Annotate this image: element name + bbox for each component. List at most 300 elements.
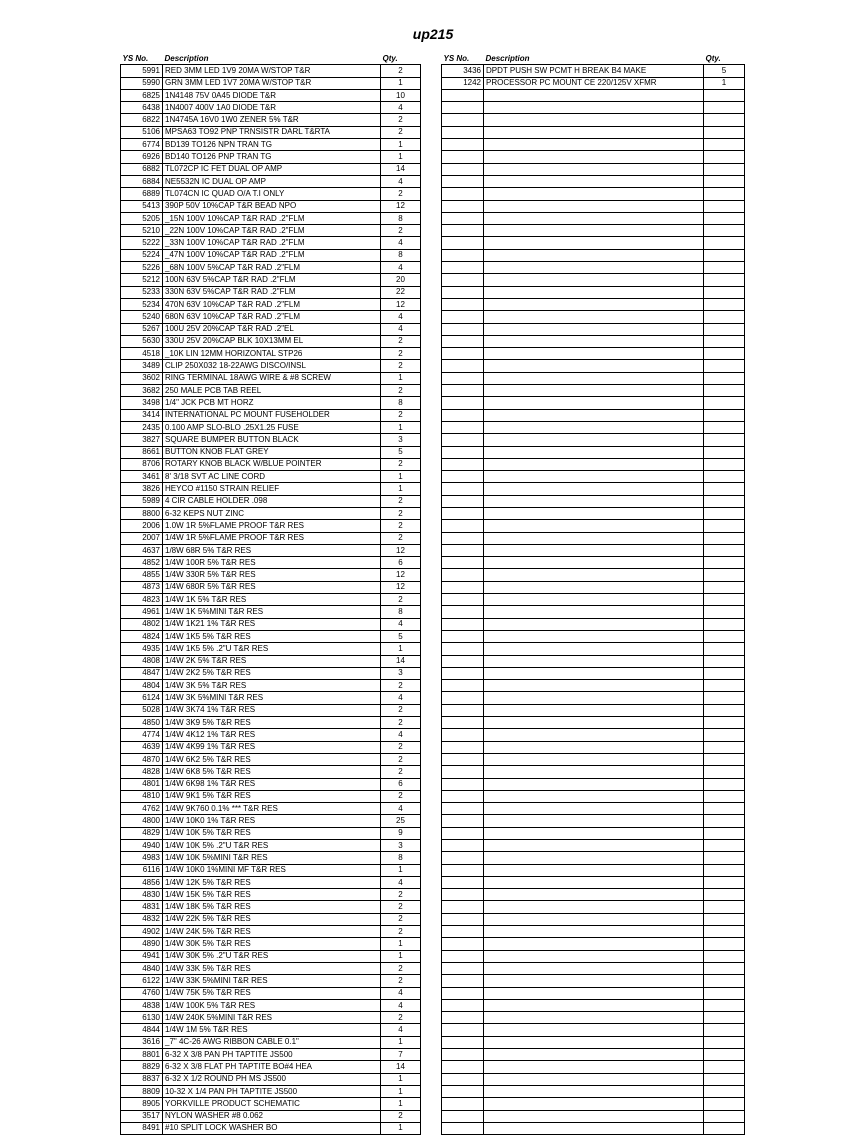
table-row — [442, 643, 745, 655]
table-row — [442, 126, 745, 138]
description-cell — [484, 348, 704, 360]
qty-cell — [704, 286, 745, 298]
table-row — [121, 926, 421, 938]
table-row — [442, 950, 745, 962]
ys-number-cell — [442, 212, 484, 224]
table-row — [121, 606, 421, 618]
description-cell — [484, 643, 704, 655]
header-description: Description — [485, 53, 530, 63]
ys-number-cell: 4810 — [121, 790, 163, 802]
table-row — [121, 360, 421, 372]
description-cell — [484, 606, 704, 618]
description-cell — [484, 815, 704, 827]
qty-cell: 6 — [381, 557, 421, 569]
qty-cell — [704, 507, 745, 519]
ys-number-cell: 4832 — [121, 913, 163, 925]
ys-number-cell: 4774 — [121, 729, 163, 741]
description-cell: 470N 63V 10%CAP T&R RAD .2"FLM — [163, 298, 381, 310]
table-row — [442, 569, 745, 581]
description-cell — [484, 102, 704, 114]
table-row — [442, 409, 745, 421]
ys-number-cell — [442, 901, 484, 913]
table-row — [442, 766, 745, 778]
description-cell: NE5532N IC DUAL OP AMP — [163, 175, 381, 187]
description-cell: 100N 63V 5%CAP T&R RAD .2"FLM — [163, 274, 381, 286]
ys-number-cell — [442, 557, 484, 569]
qty-cell — [704, 790, 745, 802]
table-row — [442, 175, 745, 187]
table-row — [442, 667, 745, 679]
table-row — [121, 753, 421, 765]
qty-cell: 2 — [381, 225, 421, 237]
description-cell: 1/4W 6K98 1% T&R RES — [163, 778, 381, 790]
table-row — [442, 360, 745, 372]
qty-cell: 1 — [381, 483, 421, 495]
table-row — [442, 1036, 745, 1048]
description-cell — [484, 692, 704, 704]
description-cell: 1.0W 1R 5%FLAME PROOF T&R RES — [163, 520, 381, 532]
qty-cell — [704, 803, 745, 815]
description-cell — [484, 913, 704, 925]
qty-cell — [704, 950, 745, 962]
table-row — [442, 151, 745, 163]
qty-cell: 8 — [381, 397, 421, 409]
description-cell: 1/4W 10K 5% T&R RES — [163, 827, 381, 839]
table-row — [442, 717, 745, 729]
qty-cell — [704, 581, 745, 593]
table-row — [121, 409, 421, 421]
table-row — [121, 397, 421, 409]
qty-cell — [704, 114, 745, 126]
ys-number-cell — [442, 766, 484, 778]
qty-cell: 1 — [381, 372, 421, 384]
ys-number-cell: 8905 — [121, 1098, 163, 1110]
qty-cell — [704, 1061, 745, 1073]
ys-number-cell — [442, 471, 484, 483]
description-cell — [484, 532, 704, 544]
description-cell — [484, 458, 704, 470]
qty-cell — [704, 237, 745, 249]
description-cell — [484, 901, 704, 913]
table-row — [442, 421, 745, 433]
description-cell: YORKVILLE PRODUCT SCHEMATIC — [163, 1098, 381, 1110]
ys-number-cell: 3602 — [121, 372, 163, 384]
table-row — [121, 1024, 421, 1036]
table-row — [121, 495, 421, 507]
qty-cell — [704, 102, 745, 114]
description-cell — [484, 237, 704, 249]
description-cell — [484, 1061, 704, 1073]
qty-cell — [704, 926, 745, 938]
table-row — [442, 864, 745, 876]
table-row — [442, 840, 745, 852]
ys-number-cell — [442, 630, 484, 642]
qty-cell — [704, 360, 745, 372]
qty-cell — [704, 1024, 745, 1036]
ys-number-cell: 6124 — [121, 692, 163, 704]
description-cell: #10 SPLIT LOCK WASHER BO — [163, 1122, 381, 1134]
description-cell — [484, 471, 704, 483]
description-cell: 250 MALE PCB TAB REEL — [163, 385, 381, 397]
description-cell — [484, 753, 704, 765]
table-row — [121, 864, 421, 876]
ys-number-cell: 3826 — [121, 483, 163, 495]
table-row — [442, 790, 745, 802]
table-row — [442, 311, 745, 323]
table-row — [442, 557, 745, 569]
table-row — [442, 1061, 745, 1073]
table-row — [121, 126, 421, 138]
description-cell: INTERNATIONAL PC MOUNT FUSEHOLDER — [163, 409, 381, 421]
qty-cell: 1 — [381, 938, 421, 950]
qty-cell: 4 — [381, 692, 421, 704]
table-row — [121, 249, 421, 261]
qty-cell: 2 — [381, 360, 421, 372]
ys-number-cell: 4831 — [121, 901, 163, 913]
ys-number-cell: 4983 — [121, 852, 163, 864]
qty-cell: 2 — [381, 753, 421, 765]
description-cell: _22N 100V 10%CAP T&R RAD .2"FLM — [163, 225, 381, 237]
description-cell: 1/4W 10K 5%MINI T&R RES — [163, 852, 381, 864]
table-row — [442, 938, 745, 950]
description-cell — [484, 311, 704, 323]
ys-number-cell — [442, 385, 484, 397]
qty-cell — [704, 938, 745, 950]
table-row — [442, 507, 745, 519]
ys-number-cell — [442, 815, 484, 827]
description-cell: 1/4W 9K1 5% T&R RES — [163, 790, 381, 802]
ys-number-cell — [442, 520, 484, 532]
table-row — [442, 1122, 745, 1134]
description-cell: 1/4W 6K2 5% T&R RES — [163, 753, 381, 765]
table-row — [121, 544, 421, 556]
description-cell — [484, 298, 704, 310]
qty-cell — [704, 298, 745, 310]
qty-cell — [704, 372, 745, 384]
ys-number-cell — [442, 999, 484, 1011]
qty-cell: 4 — [381, 262, 421, 274]
description-cell — [484, 581, 704, 593]
description-cell: RING TERMINAL 18AWG WIRE & #8 SCREW — [163, 372, 381, 384]
qty-cell: 4 — [381, 102, 421, 114]
description-cell: 680N 63V 10%CAP T&R RAD .2"FLM — [163, 311, 381, 323]
parts-table-right — [441, 53, 745, 1135]
description-cell — [484, 163, 704, 175]
description-cell — [484, 286, 704, 298]
description-cell: 10-32 X 1/4 PAN PH TAPTITE JS500 — [163, 1085, 381, 1097]
ys-number-cell — [442, 1036, 484, 1048]
qty-cell: 4 — [381, 876, 421, 888]
description-cell: 1/4W 100K 5% T&R RES — [163, 999, 381, 1011]
ys-number-cell: 4829 — [121, 827, 163, 839]
ys-number-cell: 4856 — [121, 876, 163, 888]
qty-cell — [704, 815, 745, 827]
qty-cell: 8 — [381, 852, 421, 864]
ys-number-cell — [442, 446, 484, 458]
qty-cell: 2 — [381, 1110, 421, 1122]
qty-cell — [704, 544, 745, 556]
qty-cell — [704, 753, 745, 765]
description-cell — [484, 200, 704, 212]
table-row — [121, 618, 421, 630]
table-row — [121, 1085, 421, 1097]
qty-cell: 4 — [381, 311, 421, 323]
qty-cell — [704, 335, 745, 347]
description-cell — [484, 975, 704, 987]
table-row — [121, 335, 421, 347]
header-qty: Qty. — [705, 53, 721, 63]
parts-table-left — [120, 53, 421, 1135]
table-row — [121, 1098, 421, 1110]
description-cell — [484, 864, 704, 876]
ys-number-cell: 6116 — [121, 864, 163, 876]
description-cell: 1/4W 3K74 1% T&R RES — [163, 704, 381, 716]
description-cell — [484, 704, 704, 716]
ys-number-cell — [442, 507, 484, 519]
table-row — [442, 298, 745, 310]
ys-number-cell — [442, 1085, 484, 1097]
description-cell: 330N 63V 5%CAP T&R RAD .2"FLM — [163, 286, 381, 298]
qty-cell: 4 — [381, 237, 421, 249]
header-ys-no: YS No. — [122, 53, 149, 63]
qty-cell — [704, 212, 745, 224]
table-row — [121, 262, 421, 274]
ys-number-cell: 6926 — [121, 151, 163, 163]
qty-cell — [704, 225, 745, 237]
description-cell — [484, 557, 704, 569]
ys-number-cell: 6882 — [121, 163, 163, 175]
description-cell: 1/4W 240K 5%MINI T&R RES — [163, 1012, 381, 1024]
description-cell — [484, 520, 704, 532]
table-row — [442, 581, 745, 593]
description-cell — [484, 876, 704, 888]
description-cell: 1/4W 2K 5% T&R RES — [163, 655, 381, 667]
table-row — [442, 1085, 745, 1097]
description-cell — [484, 495, 704, 507]
ys-number-cell — [442, 643, 484, 655]
ys-number-cell: 4824 — [121, 630, 163, 642]
description-cell — [484, 188, 704, 200]
qty-cell — [704, 864, 745, 876]
description-cell — [484, 594, 704, 606]
qty-cell: 1 — [381, 864, 421, 876]
qty-cell: 1 — [381, 1122, 421, 1134]
qty-cell: 2 — [381, 680, 421, 692]
table-row — [442, 741, 745, 753]
table-row — [121, 348, 421, 360]
table-row — [121, 139, 421, 151]
description-cell: 6-32 X 3/8 PAN PH TAPTITE JS500 — [163, 1049, 381, 1061]
description-cell — [484, 667, 704, 679]
description-cell — [484, 421, 704, 433]
description-cell — [484, 1110, 704, 1122]
qty-cell: 2 — [381, 790, 421, 802]
description-cell: 6-32 KEPS NUT ZINC — [163, 507, 381, 519]
description-cell: _68N 100V 5%CAP T&R RAD .2"FLM — [163, 262, 381, 274]
qty-cell — [704, 987, 745, 999]
qty-cell: 25 — [381, 815, 421, 827]
ys-number-cell: 6130 — [121, 1012, 163, 1024]
ys-number-cell — [442, 1110, 484, 1122]
qty-cell — [704, 397, 745, 409]
ys-number-cell — [442, 126, 484, 138]
table-row — [121, 89, 421, 101]
table-row — [442, 618, 745, 630]
description-cell: TL072CP IC FET DUAL OP AMP — [163, 163, 381, 175]
table-row — [121, 840, 421, 852]
qty-cell: 2 — [381, 458, 421, 470]
description-cell — [484, 889, 704, 901]
table-row — [121, 901, 421, 913]
qty-cell: 1 — [704, 77, 745, 89]
table-row — [442, 630, 745, 642]
qty-cell: 2 — [381, 594, 421, 606]
table-row — [121, 1122, 421, 1134]
qty-cell — [704, 520, 745, 532]
ys-number-cell: 6822 — [121, 114, 163, 126]
ys-number-cell — [442, 1122, 484, 1134]
table-row — [121, 987, 421, 999]
qty-cell: 4 — [381, 175, 421, 187]
table-row — [121, 298, 421, 310]
table-row — [442, 188, 745, 200]
ys-number-cell — [442, 876, 484, 888]
qty-cell: 2 — [381, 495, 421, 507]
description-cell — [484, 1024, 704, 1036]
description-cell: ROTARY KNOB BLACK W/BLUE POINTER — [163, 458, 381, 470]
table-row — [121, 1110, 421, 1122]
table-row — [121, 889, 421, 901]
description-cell: BD140 TO126 PNP TRAN TG — [163, 151, 381, 163]
table-row — [121, 77, 421, 89]
qty-cell — [704, 704, 745, 716]
table-row — [121, 655, 421, 667]
qty-cell — [704, 618, 745, 630]
ys-number-cell: 3682 — [121, 385, 163, 397]
ys-number-cell — [442, 274, 484, 286]
qty-cell — [704, 717, 745, 729]
qty-cell: 6 — [381, 778, 421, 790]
qty-cell: 4 — [381, 1024, 421, 1036]
table-row — [121, 483, 421, 495]
table-row — [121, 151, 421, 163]
qty-cell — [704, 421, 745, 433]
table-row — [121, 311, 421, 323]
description-cell — [484, 999, 704, 1011]
description-cell — [484, 385, 704, 397]
description-cell — [484, 987, 704, 999]
description-cell — [484, 1049, 704, 1061]
table-row — [121, 692, 421, 704]
description-cell — [484, 962, 704, 974]
qty-cell — [704, 311, 745, 323]
qty-cell — [704, 1049, 745, 1061]
qty-cell — [704, 126, 745, 138]
ys-number-cell — [442, 458, 484, 470]
description-cell — [484, 151, 704, 163]
qty-cell — [704, 89, 745, 101]
ys-number-cell: 3827 — [121, 434, 163, 446]
table-row — [121, 741, 421, 753]
qty-cell — [704, 446, 745, 458]
qty-cell — [704, 409, 745, 421]
table-row — [121, 225, 421, 237]
description-cell: 1/4W 1R 5%FLAME PROOF T&R RES — [163, 532, 381, 544]
table-row — [121, 729, 421, 741]
ys-number-cell — [442, 495, 484, 507]
table-row — [121, 237, 421, 249]
ys-number-cell — [442, 717, 484, 729]
qty-cell: 10 — [381, 89, 421, 101]
table-row — [442, 987, 745, 999]
description-cell: 1/4W 1K5 5% T&R RES — [163, 630, 381, 642]
qty-cell: 3 — [381, 434, 421, 446]
qty-cell: 2 — [381, 766, 421, 778]
qty-cell — [704, 495, 745, 507]
table-row — [442, 889, 745, 901]
ys-number-cell: 6889 — [121, 188, 163, 200]
table-row — [442, 852, 745, 864]
qty-cell: 4 — [381, 729, 421, 741]
table-row — [442, 692, 745, 704]
ys-number-cell: 1242 — [442, 77, 484, 89]
ys-number-cell — [442, 790, 484, 802]
qty-cell: 2 — [381, 926, 421, 938]
ys-number-cell: 4838 — [121, 999, 163, 1011]
table-row — [442, 901, 745, 913]
ys-number-cell: 3461 — [121, 471, 163, 483]
ys-number-cell: 4808 — [121, 655, 163, 667]
qty-cell — [704, 729, 745, 741]
qty-cell: 20 — [381, 274, 421, 286]
qty-cell: 14 — [381, 655, 421, 667]
ys-number-cell — [442, 692, 484, 704]
table-row — [121, 532, 421, 544]
description-cell: 1/4W 24K 5% T&R RES — [163, 926, 381, 938]
ys-number-cell — [442, 409, 484, 421]
description-cell: 100U 25V 20%CAP T&R RAD .2"EL — [163, 323, 381, 335]
description-cell — [484, 544, 704, 556]
description-cell — [484, 1122, 704, 1134]
qty-cell: 9 — [381, 827, 421, 839]
table-row — [442, 532, 745, 544]
qty-cell — [704, 323, 745, 335]
description-cell: BUTTON KNOB FLAT GREY — [163, 446, 381, 458]
qty-cell: 2 — [381, 335, 421, 347]
table-row — [442, 495, 745, 507]
table-row — [442, 249, 745, 261]
description-cell — [484, 397, 704, 409]
description-cell: 1N4148 75V 0A45 DIODE T&R — [163, 89, 381, 101]
ys-number-cell: 4762 — [121, 803, 163, 815]
table-row — [121, 507, 421, 519]
description-cell: 1/4W 33K 5%MINI T&R RES — [163, 975, 381, 987]
description-cell — [484, 114, 704, 126]
description-cell — [484, 89, 704, 101]
qty-cell: 1 — [381, 471, 421, 483]
table-row — [442, 999, 745, 1011]
description-cell — [484, 360, 704, 372]
qty-cell — [704, 962, 745, 974]
table-row — [121, 643, 421, 655]
ys-number-cell: 5413 — [121, 200, 163, 212]
description-cell: _10K LIN 12MM HORIZONTAL STP26 — [163, 348, 381, 360]
ys-number-cell: 5205 — [121, 212, 163, 224]
description-cell: MPSA63 TO92 PNP TRNSISTR DARL T&RTA — [163, 126, 381, 138]
qty-cell: 4 — [381, 323, 421, 335]
qty-cell: 2 — [381, 913, 421, 925]
ys-number-cell — [442, 889, 484, 901]
